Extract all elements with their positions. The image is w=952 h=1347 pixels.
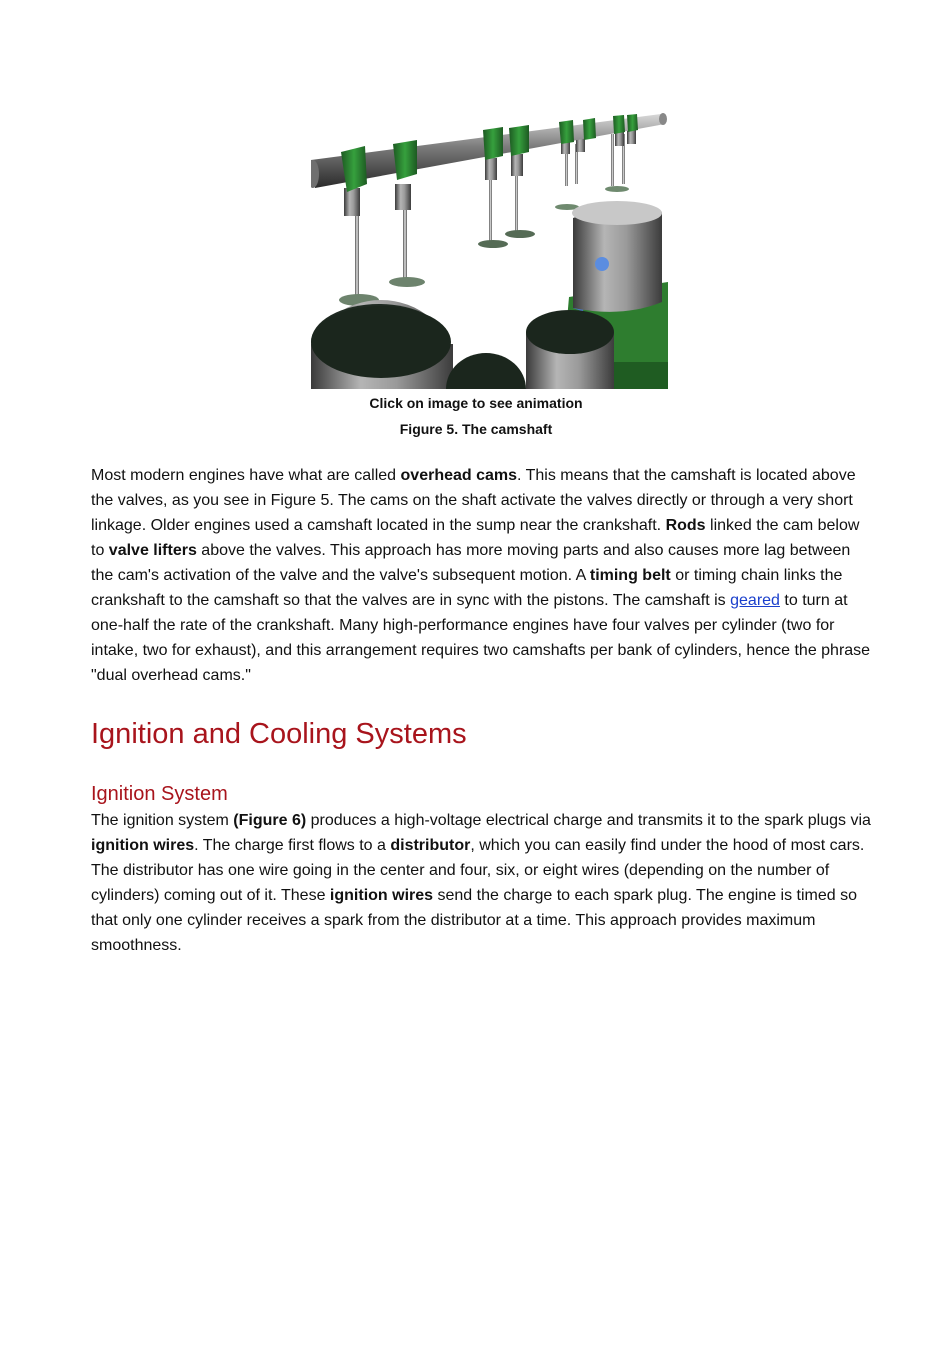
ignition-paragraph xyxy=(91,808,871,958)
text-run: produces a high-voltage electrical charge and transmits it to the spark plugs via xyxy=(306,812,871,829)
text-run: linked the cam below to xyxy=(91,517,860,559)
term-valve-lifters: valve lifters xyxy=(108,542,197,559)
text-run: , which you can easily find under the hood of most cars. The distributor has one wire going in the center and four, six, or eight wires (depending on the number of cylinders) coming out of it. These xyxy=(91,837,865,904)
figure-6-reference: (Figure 6) xyxy=(233,812,307,829)
term-overhead-cams: overhead cams xyxy=(400,467,518,484)
camshaft-paragraph xyxy=(91,463,871,688)
text-run: send the charge to each spark plug. The engine is timed so that only one cylinder receives a spark from the distributor at a time. This approach provides maximum smoothness. xyxy=(91,887,858,954)
text-run: to turn at one-half the rate of the crankshaft. Many high-performance engines have four valves per cylinder (two for intake, two for exhaust), and this arrangement requires two camshafts per bank of cylinders, hence the phrase "dual overhead cams." xyxy=(91,592,871,684)
term-ignition-wires-2: ignition wires xyxy=(329,887,434,904)
text-run: . The charge first flows to a xyxy=(194,837,391,854)
figure-title-caption: Figure 5. The camshaft xyxy=(399,421,553,437)
term-ignition-wires: ignition wires xyxy=(91,837,195,854)
text-run: Most modern engines have what are called xyxy=(91,467,401,484)
subsection-heading: Ignition System xyxy=(91,783,228,805)
text-run: The ignition system xyxy=(91,812,234,829)
text-run: above the valves. This approach has more moving parts and also causes more lag between the cam's activation of the valve and the valve's subsequent motion. A xyxy=(91,542,851,584)
term-timing-belt: timing belt xyxy=(589,567,671,584)
text-run: or timing chain links the crankshaft to the camshaft so that the valves are in sync with the pistons. The camshaft is xyxy=(91,567,843,609)
figure-click-caption: Click on image to see animation xyxy=(369,395,583,411)
section-heading: Ignition and Cooling Systems xyxy=(91,718,467,750)
text-run: . This means that the camshaft is located above the valves, as you see in Figure 5. The cams on the shaft activate the valves directly or through a very short linkage. Older engines used a camshaft located in the sump near the crankshaft. xyxy=(91,467,856,534)
geared-link[interactable]: geared xyxy=(730,592,780,609)
term-rods: Rods xyxy=(665,517,706,534)
camshaft-animation-image[interactable] xyxy=(311,112,668,389)
term-distributor: distributor xyxy=(390,837,471,854)
